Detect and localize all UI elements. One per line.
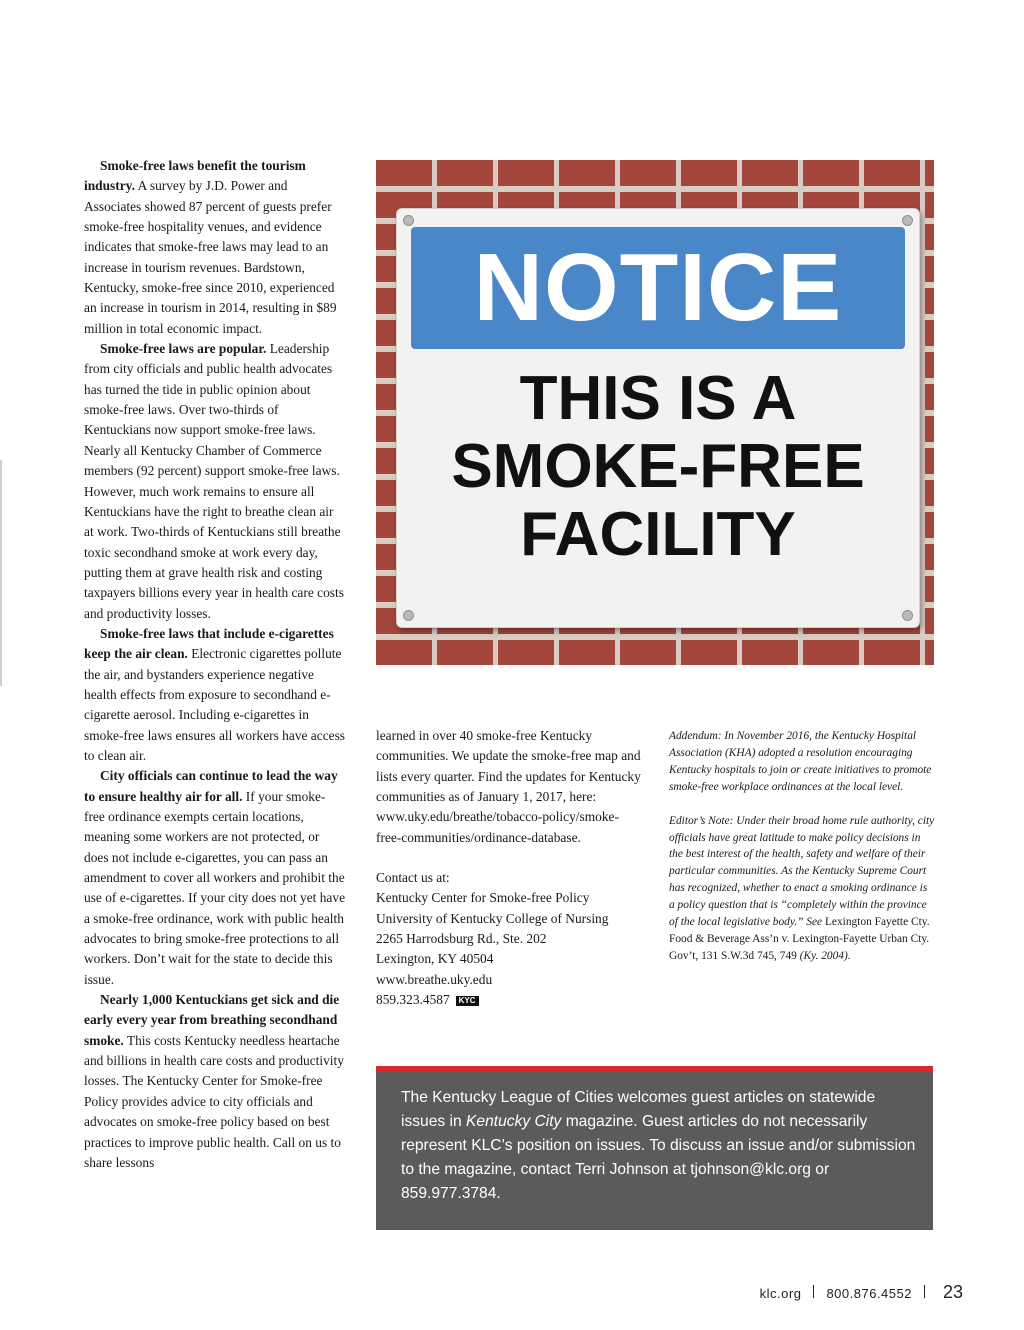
bolt-icon <box>403 215 414 226</box>
bolt-icon <box>902 610 913 621</box>
contact-org: Kentucky Center for Smoke-free Policy <box>376 890 590 906</box>
contact-college: University of Kentucky College of Nursing <box>376 910 609 926</box>
sign-line-3: FACILITY <box>520 500 796 569</box>
contact-phone: 859.323.4587 <box>376 992 450 1008</box>
footer-separator <box>924 1285 925 1298</box>
addendum-note: Addendum: In November 2016, the Kentucky Hospital Association (KHA) adopted a resolution encouraging Kentucky hospitals to join or create initiatives to promote smoke-free workplace ordinances at the local level. <box>669 730 932 793</box>
page-footer <box>760 1282 963 1303</box>
lead-in-tourism: Smoke-free laws benefit the tourism industry. <box>84 158 306 194</box>
kyc-end-mark: KYC <box>456 996 479 1006</box>
paragraph-tourism <box>84 156 346 339</box>
sign-plate <box>396 208 920 628</box>
guest-text-start: The Kentucky League of Cities welcomes guest articles on statewide issues in <box>401 1089 876 1130</box>
article-column-1 <box>84 156 346 1173</box>
magazine-name: Kentucky City <box>466 1113 562 1130</box>
paragraph-ecigarettes <box>84 624 346 766</box>
contact-intro: Contact us at: <box>376 870 450 886</box>
lead-in-secondhand: Nearly 1,000 Kentuckians get sick and die early every year from breathing secondhand smoke. <box>84 992 340 1048</box>
page-number: 23 <box>942 1282 963 1302</box>
lead-in-city-officials: City officials can continue to lead the way to ensure healthy air for all. <box>84 768 338 804</box>
lead-in-ecigarettes: Smoke-free laws that include e-cigarettes keep the air clean. <box>84 625 334 662</box>
lead-in-popular: Smoke-free laws are popular. <box>100 341 267 357</box>
guest-articles-box <box>376 1072 933 1230</box>
sign-line-2: SMOKE-FREE <box>451 432 865 501</box>
paragraph-city-officials <box>84 766 346 990</box>
footer-separator <box>813 1285 814 1298</box>
paragraph-secondhand <box>84 990 346 1173</box>
guest-articles-text <box>401 1086 916 1206</box>
sign-banner: NOTICE <box>411 227 905 349</box>
editor-note-text: Editor’s Note: Under their broad home rule authority, city officials have great latitude to make policy decisions in the best interest of the health, safety and welfare of their particular communities. As the Kentucky Supreme Court has recognized, whether to enact a smoking ordinance is a policy question that is “completely within the province of the local legislative body.” See <box>669 814 935 929</box>
body-city-officials: If your smoke-free ordinance exempts certain locations, meaning some workers are not protected, or does not include e-cigarettes, you can pass an amendment to cover all workers and prohibit the use of e-cigarettes. If your city does not yet have a smoke-free ordinance, work with public health advocates to bring smoke-free protections to all workers. Don’t wait for the state to decide this issue. <box>84 788 346 987</box>
contact-street: 2265 Harrodsburg Rd., Ste. 202 <box>376 931 547 947</box>
contact-phone-line <box>376 990 641 1010</box>
editor-note <box>669 813 935 965</box>
article-column-2 <box>376 726 641 1010</box>
contact-web: www.breathe.uky.edu <box>376 971 493 987</box>
bolt-icon <box>902 215 913 226</box>
body-popular: Leadership from city officials and public health advocates has turned the tide in public opinion about smoke-free laws. Over two-thirds of Kentuckians now support smoke-free laws. Nearly all Kentucky Chamber of Commerce members (92 percent) support smoke-free laws. However, much work remains to ensure all Kentuckians have the right to breathe clean air at work. Two-thirds of Kentuckians still breathe toxic secondhand smoke at work every day, putting them at grave health risk and costing taxpayers billions every year in health care costs and productivity losses. <box>84 341 344 621</box>
body-secondhand: This costs Kentucky needless heartache and billions in health care costs and productivity losses. The Kentucky Center for Smoke-free Policy provides advice to city officials and advocates on smoke-free policy based on best practices to improve public health. Call on us to share lessons <box>84 1032 344 1170</box>
notice-sign-photo <box>376 160 934 665</box>
body-ecigarettes: Electronic cigarettes pollute the air, and bystanders experience negative health effects from exposure to secondhand e-cigarette aerosol. Including e-cigarettes in smoke-free laws ensures all workers have access to clean air. <box>84 646 346 763</box>
paragraph-continued: learned in over 40 smoke-free Kentucky communities. We update the smoke-free map and lists every quarter. Find the updates for Kentucky communities as of January 1, 2017, here: www.uky.edu/breathe/tobacco-policy/smoke-free-communities/ordinance-database. <box>376 728 641 845</box>
editor-note-citation: Lexington Fayette Cty. Food & Beverage Ass’n v. Lexington-Fayette Urban Cty. Gov’t, 131 S.W.3d 745, 749 <box>669 916 930 962</box>
sign-line-1: THIS IS A <box>519 364 797 433</box>
editor-note-citation-year: (Ky. 2004). <box>799 949 851 962</box>
contact-city: Lexington, KY 40504 <box>376 951 494 967</box>
paragraph-popular <box>84 339 346 624</box>
page-edge-mark <box>0 460 2 686</box>
notes-column <box>669 728 935 965</box>
bolt-icon <box>403 610 414 621</box>
footer-phone: 800.876.4552 <box>826 1286 912 1301</box>
body-tourism: A survey by J.D. Power and Associates showed 87 percent of guests prefer smoke-free hospitality venues, and evidence indicates that smoke-free laws may lead to an increase in tourism revenues. Bardstown, Kentucky, smoke-free since 2010, experienced an increase in tourism in 2014, resulting in $89 million in total economic impact. <box>84 178 337 336</box>
guest-text-end: magazine. Guest articles do not necessarily represent KLC’s position on issues. To discuss an issue and/or submission to the magazine, contact Terri Johnson at tjohnson@klc.org or 859.977.3784. <box>401 1113 916 1202</box>
footer-site: klc.org <box>759 1286 802 1301</box>
sign-message <box>407 365 909 569</box>
